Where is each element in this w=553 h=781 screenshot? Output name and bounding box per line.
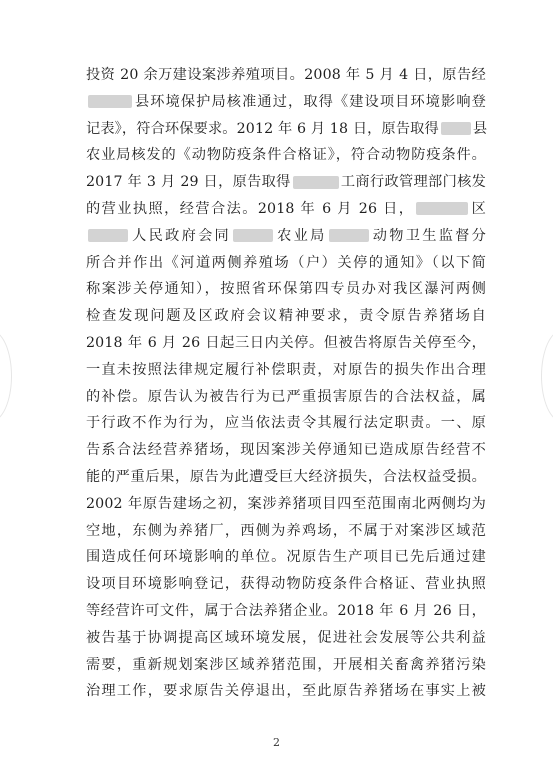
redaction-block xyxy=(329,229,369,242)
text-line-19 xyxy=(86,544,486,571)
text-line-9 xyxy=(86,276,486,303)
binding-edge-mark-left xyxy=(0,330,12,422)
text-segment: 县环境保护局核准通过，取得《建设项目环境影响登 xyxy=(134,93,486,110)
text-line-11 xyxy=(86,330,486,357)
text-segment: 投资 20 余万建设案涉养殖项目。2008 年 5 月 4 日，原告经 xyxy=(86,67,486,83)
text-line-22 xyxy=(86,625,486,652)
page-number: 2 xyxy=(273,736,280,749)
text-segment: 记表》，符合环保要求。2012 年 6 月 18 日，原告取得 xyxy=(86,120,439,137)
text-segment: 的补偿。原告认为被告行为已严重损害原告的合法权益，属 xyxy=(86,388,486,405)
text-line-21 xyxy=(86,598,486,625)
text-line-16 xyxy=(86,464,486,491)
text-line-24 xyxy=(86,678,486,705)
text-segment: 于行政不作为行为，应当依法责令其履行法定职责。一、原 xyxy=(86,415,486,432)
text-line-5 xyxy=(86,169,486,196)
text-segment: 县 xyxy=(472,120,488,137)
redaction-block xyxy=(293,176,339,189)
text-segment: 空地，东侧为养猪厂，西侧为养鸡场，不属于对案涉区域范 xyxy=(86,522,486,539)
text-segment: 被告基于协调提高区域环境发展，促进社会发展等公共利益 xyxy=(86,629,486,646)
text-line-2 xyxy=(86,89,486,116)
text-line-20 xyxy=(86,571,486,598)
text-line-14 xyxy=(86,410,486,437)
text-segment: 人民政府会同 xyxy=(130,227,232,244)
text-segment: 能的严重后果，原告为此遭受巨大经济损失，合法权益受损。 xyxy=(86,468,486,485)
text-segment: 2002 年原告建场之初，案涉养猪项目四至范围南北两侧均为 xyxy=(86,495,486,512)
text-line-15 xyxy=(86,437,486,464)
text-segment: 治理工作，要求原告关停退出，至此原告养猪场在事实上被 xyxy=(86,683,486,700)
text-segment: 农业局 xyxy=(275,227,327,244)
text-line-1 xyxy=(86,62,486,89)
text-segment: 设项目环境影响登记，获得动物防疫条件合格证、营业执照 xyxy=(86,576,486,593)
text-line-17 xyxy=(86,491,486,518)
redaction-block xyxy=(416,202,468,215)
text-segment: 告系合法经营养猪场，现因案涉关停通知已造成原告经营不 xyxy=(86,442,486,459)
text-segment: 区 xyxy=(470,200,486,217)
text-segment: 2018 年 6 月 26 日起三日内关停。但被告将原告关停至今， xyxy=(86,334,486,351)
text-segment: 需要，重新规划案涉区域养猪范围，开展相关畜禽养猪污染 xyxy=(86,656,486,673)
text-line-13 xyxy=(86,384,486,411)
text-line-7 xyxy=(86,223,486,250)
text-line-18 xyxy=(86,518,486,545)
text-segment: 动物卫生监督分 xyxy=(370,227,486,244)
text-segment: 农业局核发的《动物防疫条件合格证》，符合动物防疫条件。 xyxy=(86,147,486,164)
text-segment: 一直未按照法律规定履行补偿职责，对原告的损失作出合理 xyxy=(86,361,486,378)
redaction-block xyxy=(88,95,132,108)
text-line-12 xyxy=(86,357,486,384)
text-segment: 围造成任何环境影响的单位。况原告生产项目已先后通过建 xyxy=(86,549,486,566)
text-line-8 xyxy=(86,250,486,277)
text-segment: 工商行政管理部门核发 xyxy=(340,174,486,191)
text-line-3 xyxy=(86,116,486,143)
redaction-block xyxy=(233,229,273,242)
text-segment: 所合并作出《河道两侧养殖场（户）关停的通知》（以下简 xyxy=(86,254,486,271)
text-line-4 xyxy=(86,142,486,169)
redaction-block xyxy=(441,122,471,135)
redaction-block xyxy=(88,229,128,242)
text-segment: 2017 年 3 月 29 日，原告取得 xyxy=(86,174,291,191)
text-segment: 等经营许可文件，属于合法养猪企业。2018 年 6 月 26 日， xyxy=(86,602,486,619)
text-line-23 xyxy=(86,652,486,679)
body-text xyxy=(86,62,486,705)
text-line-10 xyxy=(86,303,486,330)
text-segment: 称案涉关停通知），按照省环保第四专员办对我区瀑河两侧 xyxy=(86,281,486,298)
binding-edge-mark-right xyxy=(541,330,553,422)
text-segment: 检查发现问题及区政府会议精神要求，责令原告养猪场自 xyxy=(86,308,486,325)
text-line-6 xyxy=(86,196,486,223)
text-segment: 的营业执照，经营合法。2018 年 6 月 26 日， xyxy=(86,200,415,217)
